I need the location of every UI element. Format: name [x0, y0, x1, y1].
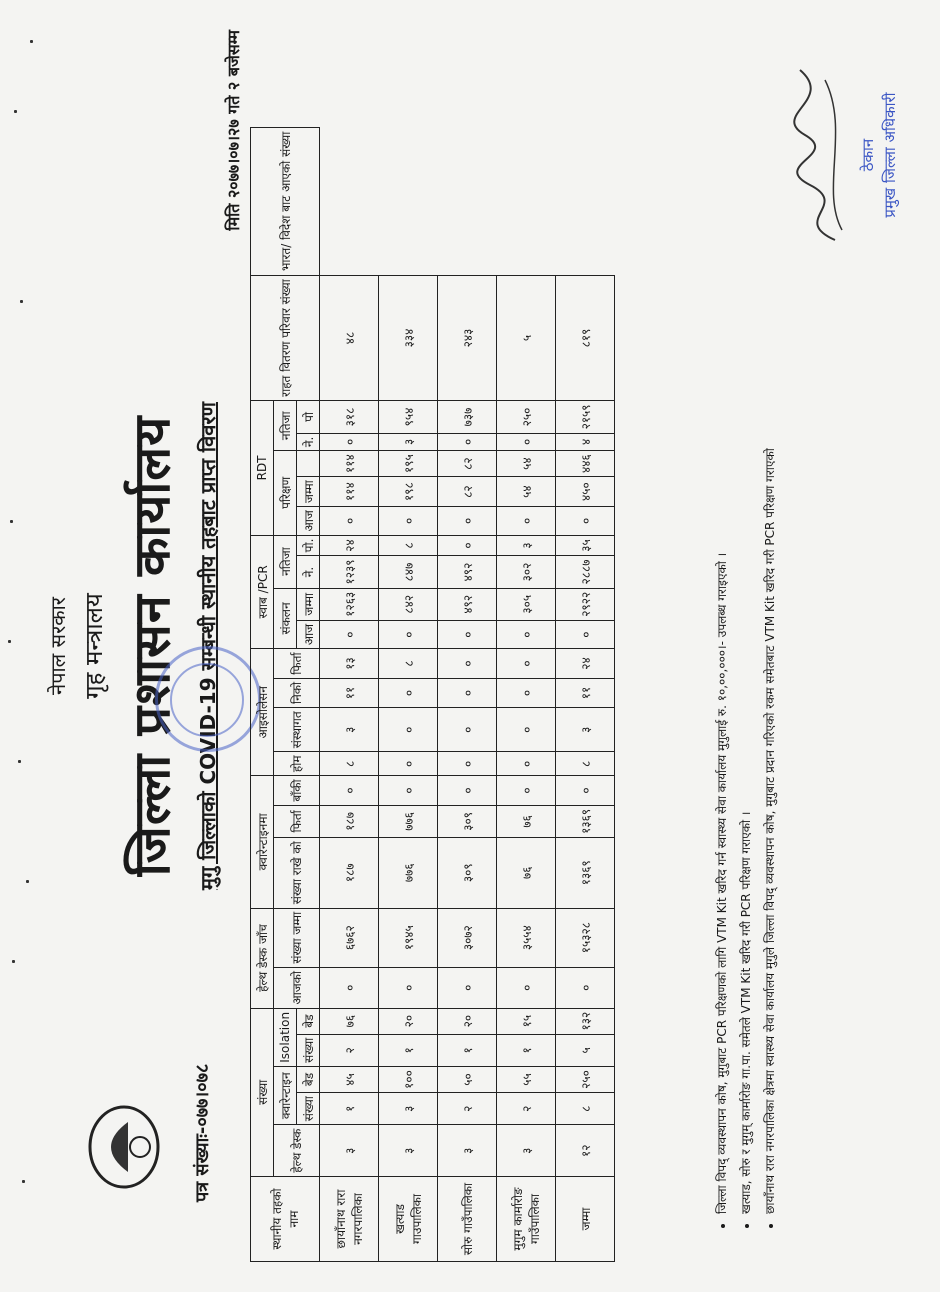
table-cell: ३	[438, 1125, 497, 1177]
report-date: मिति २०७७।०७।२७ गते २ बजेसम्म	[224, 30, 243, 231]
col-result3: नतिजा	[274, 401, 297, 451]
table-row	[320, 128, 379, 1262]
table-cell: ४९२	[438, 588, 497, 620]
table-cell: ३३४	[379, 275, 438, 401]
table-cell: ०	[438, 708, 497, 752]
col-quantity: संख्या	[297, 1092, 320, 1124]
table-cell: २	[438, 1092, 497, 1124]
covid-data-table	[250, 127, 615, 1262]
table-cell: ३५५४	[497, 908, 556, 967]
table-cell: ५	[556, 1034, 615, 1066]
signature-title: प्रमुख जिल्ला अधिकारी	[881, 92, 899, 218]
table-cell: ७६	[497, 805, 556, 837]
table-cell: १९४५	[379, 908, 438, 967]
col-swab-pcr: स्वाब /PCR	[251, 535, 274, 649]
table-cell: ०	[379, 507, 438, 535]
table-cell: ३	[379, 1092, 438, 1124]
table-cell: २५०	[497, 401, 556, 433]
table-cell: १	[497, 1034, 556, 1066]
table-cell: २४	[556, 649, 615, 679]
col-local-level: स्थानीय तहको नाम	[251, 1177, 320, 1262]
table-cell: ३	[379, 1125, 438, 1177]
table-cell: २४	[320, 535, 379, 556]
table-cell: ०	[379, 708, 438, 752]
table-cell: ३०७२	[438, 908, 497, 967]
col-health-desk-check: हेल्थ डेस्क जाँच	[251, 908, 274, 1008]
table-cell: ०	[497, 776, 556, 806]
table-cell: २१५९	[556, 401, 615, 433]
col-collection: संकलन	[274, 588, 297, 649]
table-cell: ०	[379, 752, 438, 776]
table-cell: ३	[497, 535, 556, 556]
col-today3: आज	[297, 507, 320, 535]
col-health-desk: हेल्थ डेस्क	[274, 1125, 320, 1177]
table-cell: १९८	[379, 477, 438, 507]
table-cell: ७६	[497, 837, 556, 908]
government-label: नेपाल सरकार	[46, 597, 70, 695]
table-cell: १००	[379, 1067, 438, 1093]
table-cell: ११	[320, 678, 379, 707]
table-cell: ०	[379, 967, 438, 1008]
col-today: आजको	[274, 967, 320, 1008]
local-level-name: सोरु गाउँपालिका	[438, 1177, 497, 1262]
col-isolation-np: आइसोलेसन	[251, 649, 274, 776]
table-cell: ५५	[497, 1067, 556, 1093]
table-cell: ०	[556, 967, 615, 1008]
notes-list	[710, 72, 782, 1232]
subject-line: मुगु जिल्लाको COVID-19 सम्बन्धी स्थानीय तहबाट प्राप्त विवरण	[196, 402, 220, 891]
table-cell: ०	[438, 752, 497, 776]
table-cell: ५४	[497, 451, 556, 477]
col-number-short: संख्या	[297, 1034, 320, 1066]
table-cell: ०	[497, 433, 556, 451]
table-cell: ३	[379, 433, 438, 451]
table-cell: १२३९	[320, 556, 379, 588]
table-cell: ०	[438, 433, 497, 451]
col-total3: जम्मा	[297, 477, 320, 507]
table-cell: १२६३	[320, 588, 379, 620]
table-cell: ०	[556, 620, 615, 648]
col-institutional: संस्थागत	[274, 708, 320, 752]
table-row	[438, 128, 497, 1262]
table-cell: ७३७	[438, 401, 497, 433]
table-cell: ०	[438, 507, 497, 535]
table-cell: ४	[556, 433, 615, 451]
col-total-number: संख्या जम्मा	[274, 908, 320, 967]
table-cell: २८८७	[556, 556, 615, 588]
table-cell: ०	[379, 678, 438, 707]
col-today2: आज	[297, 620, 320, 648]
table-cell: २०	[438, 1008, 497, 1034]
table-cell: ३	[320, 708, 379, 752]
table-cell: ८४२	[379, 588, 438, 620]
table-cell: ८	[320, 752, 379, 776]
table-cell: ०	[379, 620, 438, 648]
ministry-label: गृह मन्त्रालय	[80, 593, 108, 699]
table-cell: ०	[438, 678, 497, 707]
table-cell: १३२	[556, 1008, 615, 1034]
col-home: होम	[274, 752, 320, 776]
col-quarantine-status: क्वारेन्टाइनमा	[251, 776, 274, 908]
table-cell: ३०२	[497, 556, 556, 588]
col-rdt: RDT	[251, 401, 274, 535]
table-cell: १३६९	[556, 837, 615, 908]
table-cell: ०	[320, 433, 379, 451]
table-cell: १८७	[320, 805, 379, 837]
col-remaining: बाँकी	[274, 776, 320, 806]
table-cell: १३	[320, 649, 379, 679]
table-cell: ०	[556, 776, 615, 806]
table-cell: ८२	[438, 451, 497, 477]
table-body	[320, 128, 615, 1262]
table-cell: ४५०	[556, 477, 615, 507]
table-row	[379, 128, 438, 1262]
col-abroad: भारत/ विदेश बाट आएको संख्या	[251, 128, 320, 276]
table-cell: ८	[379, 535, 438, 556]
table-cell: ४८	[320, 275, 379, 401]
table-cell: ८	[379, 649, 438, 679]
table-cell: ५	[497, 275, 556, 401]
local-level-name: छायाँनाथ रारा नगरपालिका	[320, 1177, 379, 1262]
table-cell: ८	[556, 1092, 615, 1124]
col-isolation: Isolation	[274, 1008, 297, 1066]
table-cell: ५४	[497, 477, 556, 507]
table-cell: ०	[320, 776, 379, 806]
table-cell: ३०९	[438, 805, 497, 837]
table-cell: १९५	[379, 451, 438, 477]
table-cell: ०	[556, 507, 615, 535]
table-cell: ११४	[320, 451, 379, 477]
table-cell: ५०	[438, 1067, 497, 1093]
table-cell: ३०९	[438, 837, 497, 908]
col-neg: ने.	[297, 556, 320, 588]
table-cell: ०	[497, 752, 556, 776]
table-cell: १५३२८	[556, 908, 615, 967]
table-cell: ८	[556, 752, 615, 776]
table-cell: ४४६	[556, 451, 615, 477]
col-returned: फिर्ता	[274, 649, 320, 679]
local-level-name: खत्याड गाउपालिका	[379, 1177, 438, 1262]
col-bed: बेड	[297, 1067, 320, 1093]
table-cell: ०	[320, 967, 379, 1008]
col-recovered: निको	[274, 678, 320, 707]
table-cell: १२	[556, 1125, 615, 1177]
table-cell: ०	[497, 649, 556, 679]
signature-scribble-icon	[780, 60, 860, 250]
col-bed2: बेड	[297, 1008, 320, 1034]
table-cell: ३	[320, 1125, 379, 1177]
table-cell: ०	[320, 620, 379, 648]
table-cell: ७६	[320, 1008, 379, 1034]
table-cell: ३	[497, 1125, 556, 1177]
col-numbers: संख्या	[251, 1008, 274, 1176]
table-cell: १८७	[320, 837, 379, 908]
table-cell: १५	[497, 1008, 556, 1034]
office-stamp	[155, 646, 261, 752]
col-total: जम्मा	[297, 588, 320, 620]
office-title: जिल्ला प्रशासन कार्यालय	[123, 415, 181, 877]
table-cell: २९२२	[556, 588, 615, 620]
table-cell: ४९२	[438, 556, 497, 588]
table-cell: ७७६	[379, 837, 438, 908]
nepal-emblem-icon	[84, 1102, 164, 1192]
table-cell: ३	[556, 708, 615, 752]
table-cell: ६७६२	[320, 908, 379, 967]
table-cell: ३०५	[497, 588, 556, 620]
col-result: नतिजा	[274, 535, 297, 588]
table-cell: ०	[438, 620, 497, 648]
table-cell: १३६९	[556, 805, 615, 837]
table-cell: ८२	[438, 477, 497, 507]
note-item: • जिल्ला विपद् व्यवस्थापन कोष, मुगुबाट PCR परिक्षणको लागि VTM Kit खरिद गर्न स्वास्थ्य सेवा कार्यालय मुगुलाई रु. १०,००,०००।- उपलब्ध गराइएको ।	[710, 72, 734, 1214]
table-cell: ०	[497, 708, 556, 752]
table-cell: ०	[438, 535, 497, 556]
col-pos: पो.	[297, 535, 320, 556]
table-cell: २	[497, 1092, 556, 1124]
table-cell: ८४७	[379, 556, 438, 588]
table-cell: ११४	[320, 477, 379, 507]
col-total3-dup	[297, 451, 320, 477]
col-kept-count: संख्या राखे को	[274, 837, 320, 908]
table-cell: २५०	[556, 1067, 615, 1093]
col-neg3: ने.	[297, 433, 320, 451]
table-cell: ०	[497, 678, 556, 707]
note-item: • खत्याड, सोरु र मुगुम् कार्मारोङ गा.पा. समेतले VTM Kit खरिद गरी PCR परिक्षण गराएको ।	[734, 72, 758, 1214]
col-pos3: पो	[297, 401, 320, 433]
table-cell: २	[320, 1034, 379, 1066]
table-row	[497, 128, 556, 1262]
local-level-name: जम्मा	[556, 1177, 615, 1262]
local-level-name: मुगुम कार्मारोङ गाउँपालिका	[497, 1177, 556, 1262]
note-item: • छायाँनाथ रारा नगरपालिका क्षेत्रमा स्वास्थ्य सेवा कार्यालय मुगुले जिल्ला विपद् व्यवस्थापन कोष, मुगुबाट प्रदान गरिएको रकम समेतबाट VTM Kit खरिद गरी PCR परिक्षण गराएको	[758, 72, 782, 1214]
table-cell: ०	[438, 967, 497, 1008]
table-cell: ११	[556, 678, 615, 707]
table-cell: २४३	[438, 275, 497, 401]
col-test: परिक्षण	[274, 451, 297, 535]
table-cell: ९५४	[379, 401, 438, 433]
table-cell: ३५	[556, 535, 615, 556]
table-cell: ८१९	[556, 275, 615, 401]
table-cell: ०	[497, 620, 556, 648]
table-cell: ३१८	[320, 401, 379, 433]
table-cell: ०	[320, 507, 379, 535]
col-relief: राहत वितरण परिवार संख्या	[251, 275, 320, 401]
table-cell: १	[320, 1092, 379, 1124]
signature-block	[780, 60, 900, 250]
table-cell: ०	[438, 776, 497, 806]
table-cell: ०	[497, 507, 556, 535]
table-cell: ०	[379, 776, 438, 806]
letter-number: पत्र संख्याः-०७७।०७८	[192, 1063, 213, 1202]
table-cell: १	[438, 1034, 497, 1066]
table-cell: ०	[497, 967, 556, 1008]
table-cell: ०	[438, 649, 497, 679]
signature-name: ठेकान	[859, 138, 877, 172]
col-quarantine: क्वारेन्टाइन	[274, 1067, 297, 1125]
table-row	[556, 128, 615, 1262]
table-cell: १	[379, 1034, 438, 1066]
table-cell: ७७६	[379, 805, 438, 837]
table-cell: २०	[379, 1008, 438, 1034]
col-released: फिर्ता	[274, 805, 320, 837]
table-cell: ४५	[320, 1067, 379, 1093]
